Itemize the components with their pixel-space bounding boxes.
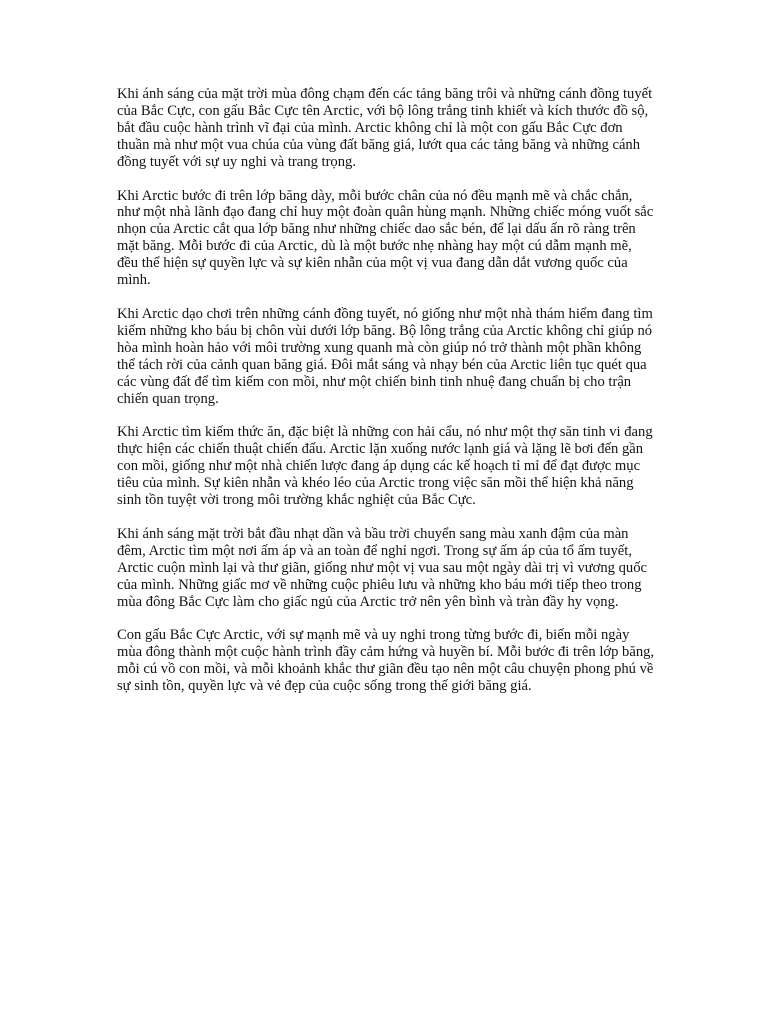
paragraph-6: Con gấu Bắc Cực Arctic, với sự mạnh mẽ và uy nghi trong từng bước đi, biến mỗi ngày mùa đông thành một cuộc hành trình đầy cảm hứng và huyền bí. Mỗi bước đi trên lớp băng, mỗi cú vồ con mồi, và mỗi khoảnh khắc thư giãn đều tạo nên một câu chuyện phong phú về sự sinh tồn, quyền lực và vẻ đẹp của cuộc sống trong thế giới băng giá. <box>117 627 655 695</box>
paragraph-5: Khi ánh sáng mặt trời bắt đầu nhạt dần và bầu trời chuyển sang màu xanh đậm của màn đêm, Arctic tìm một nơi ấm áp và an toàn để nghỉ ngơi. Trong sự ấm áp của tổ ấm tuyết, Arctic cuộn mình lại và thư giãn, giống như một vị vua sau một ngày dài trị vì vương quốc của mình. Những giấc mơ về những cuộc phiêu lưu và những kho báu mới tiếp theo trong mùa đông Bắc Cực làm cho giấc ngủ của Arctic trở nên yên bình và tràn đầy hy vọng. <box>117 525 647 610</box>
paragraph-2: Khi Arctic bước đi trên lớp băng dày, mỗi bước chân của nó đều mạnh mẽ và chắc chắn, như một nhà lãnh đạo đang chỉ huy một đoàn quân hùng mạnh. Những chiếc móng vuốt sắc nhọn của Arctic cắt qua lớp băng như những chiếc dao sắc bén, để lại dấu ấn rõ ràng trên mặt băng. Mỗi bước đi của Arctic, dù là một bước nhẹ nhàng hay một cú dẫm mạnh mẽ, đều thể hiện sự quyền lực và sự kiên nhẫn của một vị vua đang dẫn dắt vương quốc của mình. <box>117 187 654 289</box>
paragraph-1: Khi ánh sáng của mặt trời mùa đông chạm đến các tảng băng trôi và những cánh đồng tuyết của Bắc Cực, con gấu Bắc Cực tên Arctic, với bộ lông trắng tinh khiết và kích thước đồ sộ, bắt đầu cuộc hành trình vĩ đại của mình. Arctic không chỉ là một con gấu Bắc Cực đơn thuần mà như một vua chúa của vùng đất băng giá, lướt qua các tảng băng và những cánh đồng tuyết với sự uy nghi và trang trọng. <box>117 86 653 170</box>
paragraph-4: Khi Arctic tìm kiếm thức ăn, đặc biệt là những con hải cẩu, nó như một thợ săn tinh vi đang thực hiện các chiến thuật chiến đấu. Arctic lặn xuống nước lạnh giá và lặng lẽ bơi đến gần con mồi, giống như một nhà chiến lược đang áp dụng các kế hoạch tỉ mỉ để đạt được mục tiêu của mình. Sự kiên nhẫn và khéo léo của Arctic trong việc săn mồi thể hiện khả năng sinh tồn tuyệt vời trong môi trường khắc nghiệt của Bắc Cực. <box>117 424 653 509</box>
document-body <box>117 86 655 712</box>
paragraph-3: Khi Arctic dạo chơi trên những cánh đồng tuyết, nó giống như một nhà thám hiểm đang tìm kiếm những kho báu bị chôn vùi dưới lớp băng. Bộ lông trắng của Arctic không chỉ giúp nó hòa mình hoàn hảo với môi trường xung quanh mà còn giúp nó trở thành một phần không thể tách rời của cảnh quan băng giá. Đôi mắt sáng và nhạy bén của Arctic liên tục quét qua các vùng đất để tìm kiếm con mồi, như một chiến binh tinh nhuệ đang chuẩn bị cho trận chiến quan trọng. <box>117 305 653 407</box>
